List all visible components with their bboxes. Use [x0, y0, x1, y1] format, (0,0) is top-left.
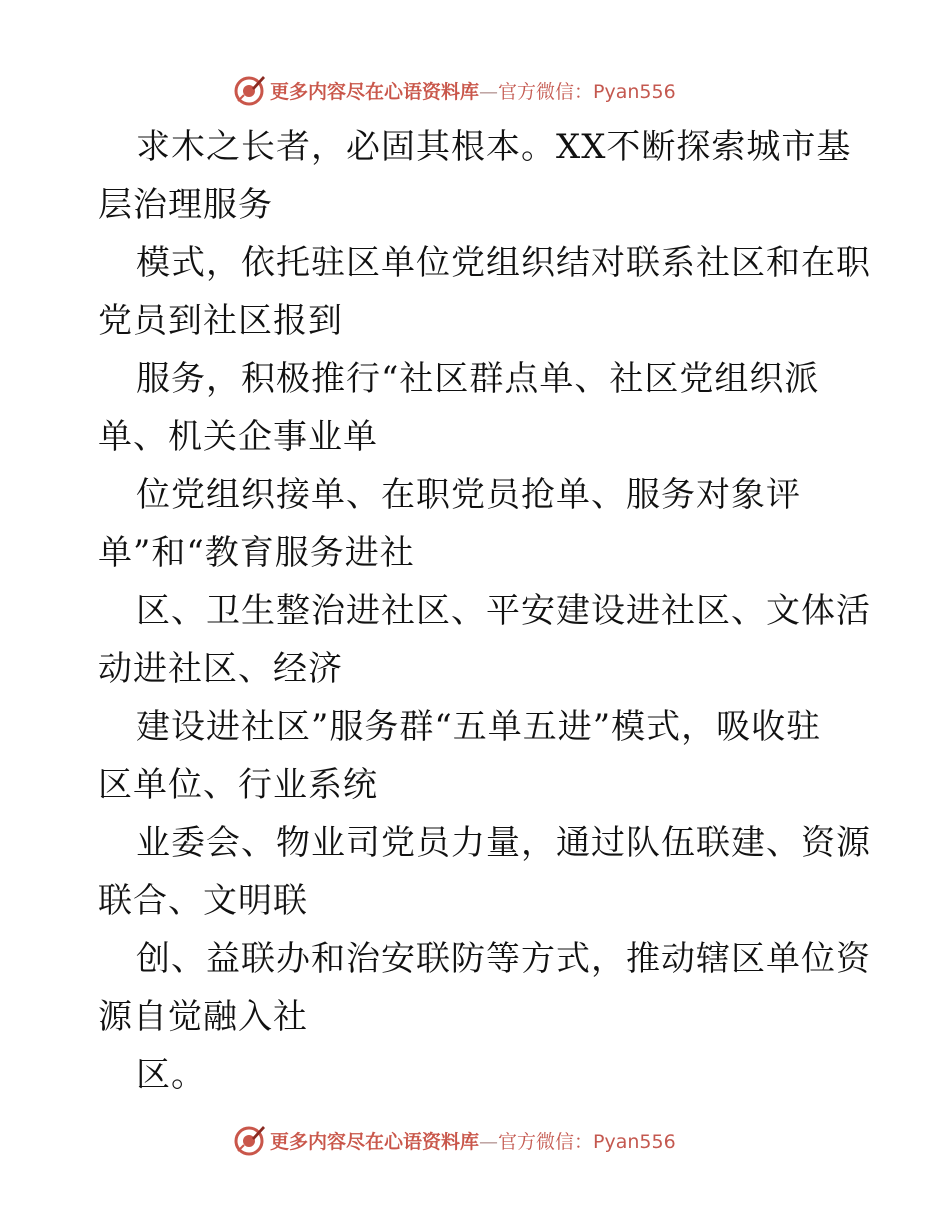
text-line: 区、卫生整治进社区、平安建设进社区、文体活 [136, 591, 871, 631]
text-line: 区。 [136, 1055, 206, 1095]
watermark-wechat-id: Pyan556 [593, 80, 676, 103]
watermark-wechat-id: Pyan556 [593, 1130, 676, 1153]
text-line: 位党组织接单、在职党员抢单、服务对象评 [136, 475, 801, 515]
watermark-text [270, 1127, 676, 1154]
text-line: 业委会、物业司党员力量，通过队伍联建、资源 [136, 823, 871, 863]
text-line: 求木之长者，必固其根本。XX不断探索城市基 [136, 127, 852, 167]
watermark-wechat-label: 官方微信： [498, 1130, 594, 1153]
text-line: 单、机关企事业单 [98, 417, 378, 457]
quill-seal-icon [232, 1123, 266, 1157]
text-line: 单”和“教育服务进社 [98, 533, 415, 573]
watermark-text [270, 77, 676, 104]
text-line: 联合、文明联 [98, 881, 308, 921]
text-line: 党员到社区报到 [98, 301, 343, 341]
text-line: 创、益联办和治安联防等方式，推动辖区单位资 [136, 939, 871, 979]
watermark-dash: — [479, 1130, 499, 1153]
watermark-dash: — [479, 80, 499, 103]
body-text [98, 118, 871, 1104]
text-line: 区单位、行业系统 [98, 765, 378, 805]
watermark-site: 更多内容尽在心语资料库 [270, 80, 480, 103]
quill-seal-icon [232, 73, 266, 107]
text-line: 模式，依托驻区单位党组织结对联系社区和在职 [136, 243, 871, 283]
text-line: 源自觉融入社 [98, 997, 308, 1037]
text-line: 建设进社区”服务群“五单五进”模式，吸收驻 [136, 707, 822, 747]
footer-watermark [232, 1122, 752, 1158]
header-watermark [232, 72, 752, 108]
watermark-site: 更多内容尽在心语资料库 [270, 1130, 480, 1153]
text-line: 动进社区、经济 [98, 649, 343, 689]
text-line: 服务，积极推行“社区群点单、社区党组织派 [136, 359, 820, 399]
text-line: 层治理服务 [98, 185, 273, 225]
watermark-wechat-label: 官方微信： [498, 80, 594, 103]
